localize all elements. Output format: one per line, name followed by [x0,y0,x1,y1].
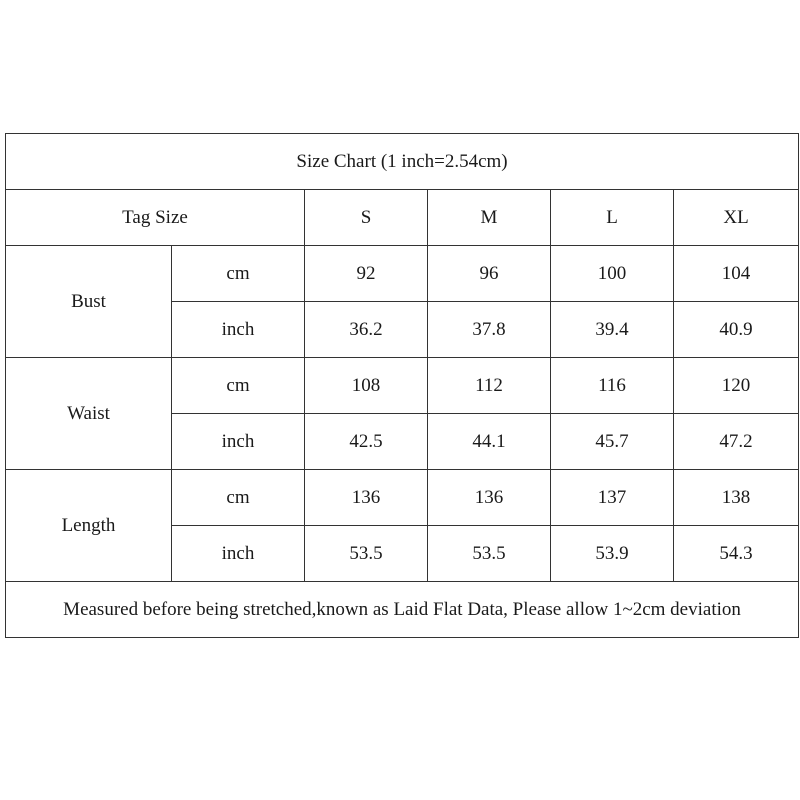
unit-cell: inch [172,414,305,470]
value-cell: 47.2 [674,414,799,470]
value-cell: 39.4 [551,302,674,358]
value-cell: 108 [305,358,428,414]
title-row [6,134,799,190]
size-header-s: S [305,190,428,246]
value-cell: 44.1 [428,414,551,470]
value-cell: 53.9 [551,526,674,582]
value-cell: 53.5 [305,526,428,582]
value-cell: 42.5 [305,414,428,470]
size-header-l: L [551,190,674,246]
unit-cell: cm [172,246,305,302]
size-header-m: M [428,190,551,246]
value-cell: 104 [674,246,799,302]
value-cell: 137 [551,470,674,526]
value-cell: 120 [674,358,799,414]
chart-title: Size Chart (1 inch=2.54cm) [6,134,799,190]
header-row [6,190,799,246]
value-cell: 100 [551,246,674,302]
measurement-name-bust: Bust [6,246,172,358]
measurement-name-length: Length [6,470,172,582]
unit-cell: inch [172,302,305,358]
tag-size-header: Tag Size [6,190,305,246]
value-cell: 37.8 [428,302,551,358]
value-cell: 40.9 [674,302,799,358]
value-cell: 116 [551,358,674,414]
table-row [6,246,799,302]
measurement-footnote: Measured before being stretched,known as Laid Flat Data, Please allow 1~2cm deviation [6,582,799,638]
measurement-name-waist: Waist [6,358,172,470]
value-cell: 92 [305,246,428,302]
value-cell: 45.7 [551,414,674,470]
unit-cell: cm [172,470,305,526]
value-cell: 54.3 [674,526,799,582]
size-chart-table [5,133,799,638]
footer-row [6,582,799,638]
unit-cell: cm [172,358,305,414]
table-row [6,470,799,526]
size-header-xl: XL [674,190,799,246]
value-cell: 112 [428,358,551,414]
value-cell: 138 [674,470,799,526]
value-cell: 96 [428,246,551,302]
value-cell: 136 [305,470,428,526]
value-cell: 53.5 [428,526,551,582]
unit-cell: inch [172,526,305,582]
value-cell: 36.2 [305,302,428,358]
table-row [6,358,799,414]
value-cell: 136 [428,470,551,526]
